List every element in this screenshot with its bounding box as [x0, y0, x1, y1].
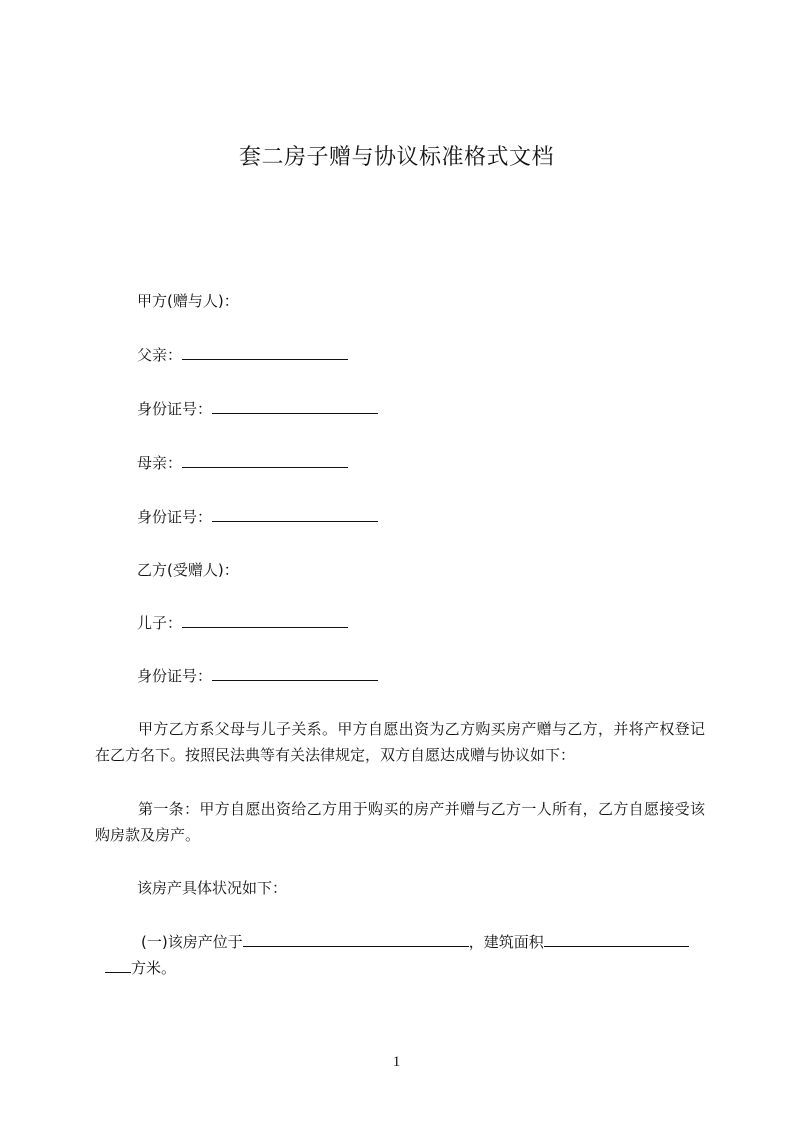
party-b-heading-text: 乙方(受赠人)：	[137, 561, 239, 579]
son-id-label: 身份证号：	[137, 667, 213, 685]
son-id-line	[137, 666, 378, 686]
father-id-line	[137, 399, 378, 419]
mother-label: 母亲：	[137, 454, 183, 472]
property-status-text: 该房产具体状况如下：	[137, 879, 288, 897]
property-location-prefix: (一)该房产位于	[141, 933, 243, 951]
document-title: 套二房子赠与协议标准格式文档	[238, 145, 554, 170]
article-one-paragraph: 第一条：甲方自愿出资给乙方用于购买的房产并赠与乙方一人所有，乙方自愿接受该购房款及房产。	[95, 800, 705, 844]
property-area-unit: 方米。	[131, 959, 177, 977]
mother-line	[137, 453, 348, 473]
father-id-label: 身份证号：	[137, 400, 213, 418]
son-line	[137, 613, 348, 633]
father-name-blank	[182, 345, 348, 360]
mother-name-blank	[182, 453, 348, 468]
father-id-blank	[212, 399, 378, 414]
property-location-blank	[243, 932, 469, 947]
mother-id-label: 身份证号：	[137, 508, 213, 526]
party-a-heading	[137, 291, 239, 311]
mother-id-blank	[212, 507, 378, 522]
father-line	[137, 345, 348, 365]
page-number: 1	[392, 1054, 401, 1070]
father-label: 父亲：	[137, 346, 183, 364]
intro-paragraph: 甲方乙方系父母与儿子关系。甲方自愿出资为乙方购买房产赠与乙方，并将产权登记在乙方名下。按照民法典等有关法律规定，双方自愿达成赠与协议如下：	[95, 720, 705, 764]
property-status-heading	[137, 878, 287, 898]
son-id-blank	[212, 666, 378, 681]
son-label: 儿子：	[137, 614, 183, 632]
property-area-blank	[544, 932, 689, 947]
party-a-heading-text: 甲方(赠与人)：	[137, 292, 239, 310]
property-area-unit-line	[105, 958, 176, 978]
property-area-label: ，建筑面积	[468, 933, 544, 951]
son-name-blank	[182, 613, 348, 628]
property-area-blank-continued	[105, 958, 131, 973]
party-b-heading	[137, 560, 239, 580]
mother-id-line	[137, 507, 378, 527]
property-location-line	[141, 932, 689, 952]
